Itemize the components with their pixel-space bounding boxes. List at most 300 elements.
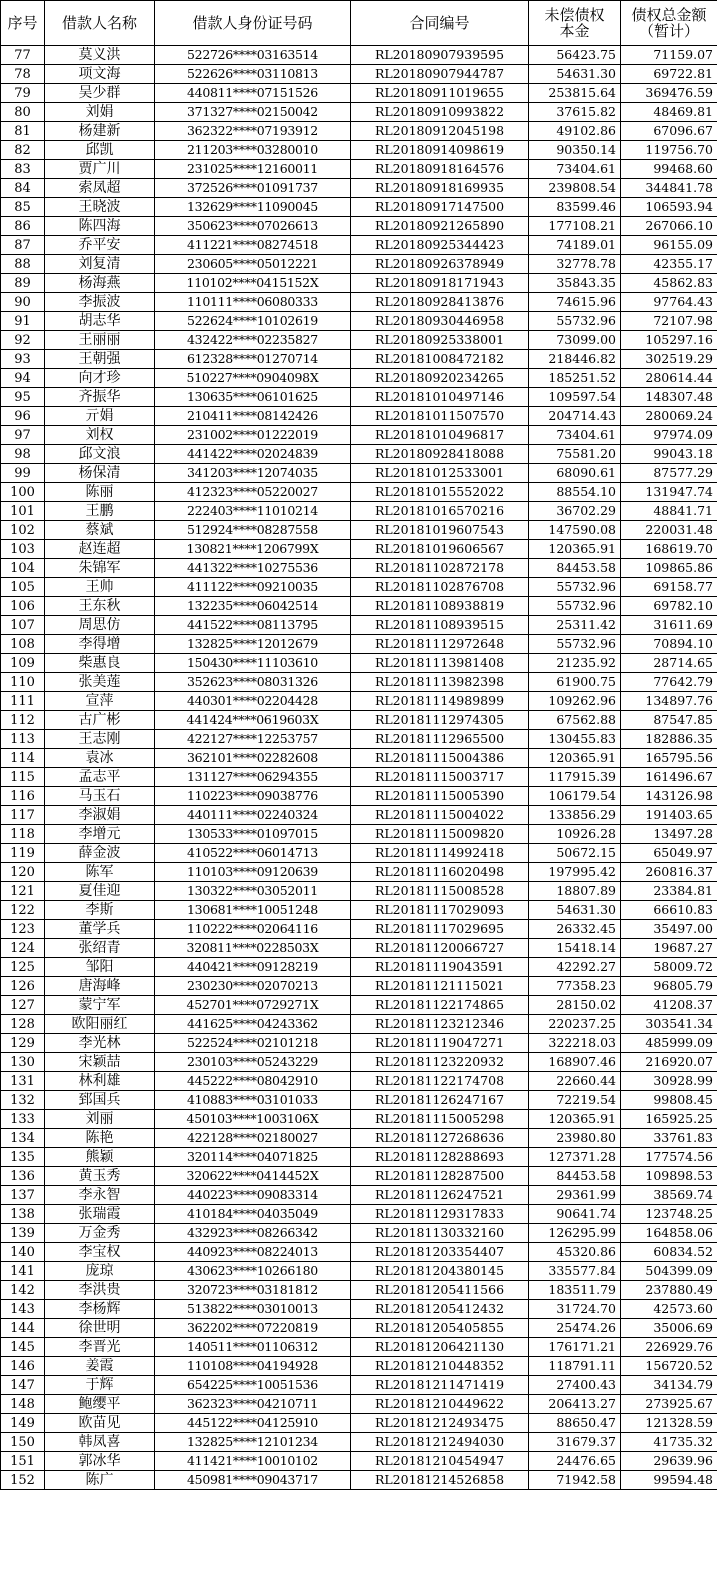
cell-seq: 89 bbox=[1, 274, 45, 293]
cell-total-claim: 42355.17 bbox=[621, 255, 717, 274]
cell-seq: 118 bbox=[1, 825, 45, 844]
table-row bbox=[1, 901, 717, 920]
cell-id-number: 522726****03163514 bbox=[155, 46, 351, 65]
cell-seq: 141 bbox=[1, 1262, 45, 1281]
table-row bbox=[1, 274, 717, 293]
cell-outstanding-principal: 109262.96 bbox=[529, 692, 621, 711]
cell-outstanding-principal: 197995.42 bbox=[529, 863, 621, 882]
cell-seq: 91 bbox=[1, 312, 45, 331]
cell-total-claim: 69722.81 bbox=[621, 65, 717, 84]
cell-outstanding-principal: 22660.44 bbox=[529, 1072, 621, 1091]
cell-outstanding-principal: 55732.96 bbox=[529, 597, 621, 616]
cell-id-number: 150430****11103610 bbox=[155, 654, 351, 673]
cell-total-claim: 123748.25 bbox=[621, 1205, 717, 1224]
cell-id-number: 371327****02150042 bbox=[155, 103, 351, 122]
cell-outstanding-principal: 88650.47 bbox=[529, 1414, 621, 1433]
table-row bbox=[1, 1148, 717, 1167]
cell-contract-number: RL20181008472182 bbox=[351, 350, 529, 369]
cell-seq: 80 bbox=[1, 103, 45, 122]
cell-outstanding-principal: 218446.82 bbox=[529, 350, 621, 369]
table-row bbox=[1, 1110, 717, 1129]
cell-id-number: 512924****08287558 bbox=[155, 521, 351, 540]
cell-outstanding-principal: 176171.21 bbox=[529, 1338, 621, 1357]
cell-seq: 145 bbox=[1, 1338, 45, 1357]
cell-contract-number: RL20181128287500 bbox=[351, 1167, 529, 1186]
cell-total-claim: 35006.69 bbox=[621, 1319, 717, 1338]
cell-seq: 137 bbox=[1, 1186, 45, 1205]
table-row bbox=[1, 103, 717, 122]
cell-contract-number: RL20181204380145 bbox=[351, 1262, 529, 1281]
cell-total-claim: 143126.98 bbox=[621, 787, 717, 806]
cell-total-claim: 77642.79 bbox=[621, 673, 717, 692]
cell-outstanding-principal: 10926.28 bbox=[529, 825, 621, 844]
cell-borrower-name: 熊颖 bbox=[45, 1148, 155, 1167]
cell-contract-number: RL20181010496817 bbox=[351, 426, 529, 445]
table-row bbox=[1, 730, 717, 749]
cell-borrower-name: 乔平安 bbox=[45, 236, 155, 255]
cell-id-number: 320114****04071825 bbox=[155, 1148, 351, 1167]
cell-seq: 103 bbox=[1, 540, 45, 559]
cell-id-number: 110108****04194928 bbox=[155, 1357, 351, 1376]
cell-borrower-name: 古广彬 bbox=[45, 711, 155, 730]
cell-id-number: 110102****0415152X bbox=[155, 274, 351, 293]
cell-borrower-name: 李光林 bbox=[45, 1034, 155, 1053]
cell-outstanding-principal: 120365.91 bbox=[529, 540, 621, 559]
cell-seq: 83 bbox=[1, 160, 45, 179]
cell-total-claim: 504399.09 bbox=[621, 1262, 717, 1281]
cell-total-claim: 156720.52 bbox=[621, 1357, 717, 1376]
cell-seq: 98 bbox=[1, 445, 45, 464]
table-row bbox=[1, 996, 717, 1015]
cell-seq: 106 bbox=[1, 597, 45, 616]
cell-outstanding-principal: 88554.10 bbox=[529, 483, 621, 502]
cell-id-number: 230605****05012221 bbox=[155, 255, 351, 274]
cell-borrower-name: 王帅 bbox=[45, 578, 155, 597]
cell-borrower-name: 朱锦军 bbox=[45, 559, 155, 578]
cell-contract-number: RL20180930446958 bbox=[351, 312, 529, 331]
cell-contract-number: RL20181016570216 bbox=[351, 502, 529, 521]
cell-total-claim: 280069.24 bbox=[621, 407, 717, 426]
cell-id-number: 320723****03181812 bbox=[155, 1281, 351, 1300]
cell-id-number: 110222****02064116 bbox=[155, 920, 351, 939]
cell-total-claim: 71159.07 bbox=[621, 46, 717, 65]
table-row bbox=[1, 1376, 717, 1395]
cell-total-claim: 35497.00 bbox=[621, 920, 717, 939]
cell-total-claim: 191403.65 bbox=[621, 806, 717, 825]
cell-outstanding-principal: 220237.25 bbox=[529, 1015, 621, 1034]
cell-seq: 92 bbox=[1, 331, 45, 350]
table-row bbox=[1, 939, 717, 958]
cell-contract-number: RL20180907939595 bbox=[351, 46, 529, 65]
cell-contract-number: RL20180918169935 bbox=[351, 179, 529, 198]
cell-borrower-name: 董学兵 bbox=[45, 920, 155, 939]
cell-seq: 110 bbox=[1, 673, 45, 692]
cell-total-claim: 344841.78 bbox=[621, 179, 717, 198]
cell-id-number: 130821****1206799X bbox=[155, 540, 351, 559]
cell-borrower-name: 向才珍 bbox=[45, 369, 155, 388]
cell-id-number: 352623****08031326 bbox=[155, 673, 351, 692]
cell-total-claim: 303541.34 bbox=[621, 1015, 717, 1034]
table-row bbox=[1, 597, 717, 616]
table-row bbox=[1, 217, 717, 236]
cell-borrower-name: 袁冰 bbox=[45, 749, 155, 768]
cell-borrower-name: 李得增 bbox=[45, 635, 155, 654]
cell-seq: 119 bbox=[1, 844, 45, 863]
cell-contract-number: RL20180926378949 bbox=[351, 255, 529, 274]
table-row bbox=[1, 559, 717, 578]
cell-total-claim: 134897.76 bbox=[621, 692, 717, 711]
cell-seq: 133 bbox=[1, 1110, 45, 1129]
cell-id-number: 430623****10266180 bbox=[155, 1262, 351, 1281]
cell-id-number: 612328****01270714 bbox=[155, 350, 351, 369]
table-row bbox=[1, 1072, 717, 1091]
cell-contract-number: RL20181119047271 bbox=[351, 1034, 529, 1053]
cell-contract-number: RL20181011507570 bbox=[351, 407, 529, 426]
table-row bbox=[1, 1205, 717, 1224]
cell-borrower-name: 李宝权 bbox=[45, 1243, 155, 1262]
cell-borrower-name: 李增元 bbox=[45, 825, 155, 844]
col-header-contract-number: 合同编号 bbox=[351, 1, 529, 46]
cell-id-number: 440111****02240324 bbox=[155, 806, 351, 825]
cell-id-number: 513822****03010013 bbox=[155, 1300, 351, 1319]
cell-contract-number: RL20180914098619 bbox=[351, 141, 529, 160]
cell-outstanding-principal: 177108.21 bbox=[529, 217, 621, 236]
cell-borrower-name: 唐海峰 bbox=[45, 977, 155, 996]
cell-contract-number: RL20181214526858 bbox=[351, 1471, 529, 1490]
cell-id-number: 231002****01222019 bbox=[155, 426, 351, 445]
cell-seq: 144 bbox=[1, 1319, 45, 1338]
cell-contract-number: RL20181102872178 bbox=[351, 559, 529, 578]
cell-borrower-name: 吴少群 bbox=[45, 84, 155, 103]
cell-total-claim: 216920.07 bbox=[621, 1053, 717, 1072]
cell-outstanding-principal: 109597.54 bbox=[529, 388, 621, 407]
cell-outstanding-principal: 27400.43 bbox=[529, 1376, 621, 1395]
cell-outstanding-principal: 15418.14 bbox=[529, 939, 621, 958]
cell-id-number: 440421****09128219 bbox=[155, 958, 351, 977]
cell-outstanding-principal: 127371.28 bbox=[529, 1148, 621, 1167]
cell-outstanding-principal: 72219.54 bbox=[529, 1091, 621, 1110]
cell-outstanding-principal: 147590.08 bbox=[529, 521, 621, 540]
cell-outstanding-principal: 29361.99 bbox=[529, 1186, 621, 1205]
table-row bbox=[1, 369, 717, 388]
cell-borrower-name: 王东秋 bbox=[45, 597, 155, 616]
cell-total-claim: 267066.10 bbox=[621, 217, 717, 236]
cell-borrower-name: 亓娟 bbox=[45, 407, 155, 426]
table-row bbox=[1, 977, 717, 996]
cell-contract-number: RL20181019606567 bbox=[351, 540, 529, 559]
table-row bbox=[1, 407, 717, 426]
cell-total-claim: 99808.45 bbox=[621, 1091, 717, 1110]
cell-total-claim: 226929.76 bbox=[621, 1338, 717, 1357]
table-row bbox=[1, 502, 717, 521]
cell-borrower-name: 黄玉秀 bbox=[45, 1167, 155, 1186]
cell-borrower-name: 邹阳 bbox=[45, 958, 155, 977]
cell-total-claim: 42573.60 bbox=[621, 1300, 717, 1319]
table-row bbox=[1, 1300, 717, 1319]
cell-outstanding-principal: 183511.79 bbox=[529, 1281, 621, 1300]
cell-borrower-name: 韩凤喜 bbox=[45, 1433, 155, 1452]
cell-outstanding-principal: 322218.03 bbox=[529, 1034, 621, 1053]
cell-outstanding-principal: 185251.52 bbox=[529, 369, 621, 388]
cell-id-number: 411221****08274518 bbox=[155, 236, 351, 255]
cell-total-claim: 177574.56 bbox=[621, 1148, 717, 1167]
cell-outstanding-principal: 73404.61 bbox=[529, 426, 621, 445]
cell-borrower-name: 蒙宁军 bbox=[45, 996, 155, 1015]
table-row bbox=[1, 464, 717, 483]
cell-borrower-name: 胡志华 bbox=[45, 312, 155, 331]
cell-contract-number: RL20181119043591 bbox=[351, 958, 529, 977]
cell-outstanding-principal: 55732.96 bbox=[529, 578, 621, 597]
table-row bbox=[1, 787, 717, 806]
cell-total-claim: 164858.06 bbox=[621, 1224, 717, 1243]
table-row bbox=[1, 1186, 717, 1205]
cell-contract-number: RL20181113981408 bbox=[351, 654, 529, 673]
table-row bbox=[1, 1395, 717, 1414]
cell-id-number: 441522****08113795 bbox=[155, 616, 351, 635]
cell-contract-number: RL20181102876708 bbox=[351, 578, 529, 597]
table-row bbox=[1, 331, 717, 350]
cell-seq: 81 bbox=[1, 122, 45, 141]
cell-total-claim: 273925.67 bbox=[621, 1395, 717, 1414]
cell-borrower-name: 莫义洪 bbox=[45, 46, 155, 65]
cell-outstanding-principal: 117915.39 bbox=[529, 768, 621, 787]
cell-id-number: 222403****11010214 bbox=[155, 502, 351, 521]
cell-outstanding-principal: 21235.92 bbox=[529, 654, 621, 673]
cell-seq: 132 bbox=[1, 1091, 45, 1110]
cell-contract-number: RL20181113982398 bbox=[351, 673, 529, 692]
cell-outstanding-principal: 68090.61 bbox=[529, 464, 621, 483]
cell-total-claim: 97764.43 bbox=[621, 293, 717, 312]
cell-total-claim: 87547.85 bbox=[621, 711, 717, 730]
table-header bbox=[1, 1, 717, 46]
cell-contract-number: RL20181112972648 bbox=[351, 635, 529, 654]
cell-outstanding-principal: 23980.80 bbox=[529, 1129, 621, 1148]
cell-total-claim: 58009.72 bbox=[621, 958, 717, 977]
cell-contract-number: RL20181122174865 bbox=[351, 996, 529, 1015]
cell-contract-number: RL20180917147500 bbox=[351, 198, 529, 217]
cell-seq: 114 bbox=[1, 749, 45, 768]
cell-seq: 147 bbox=[1, 1376, 45, 1395]
cell-seq: 123 bbox=[1, 920, 45, 939]
cell-borrower-name: 姜霞 bbox=[45, 1357, 155, 1376]
cell-id-number: 422127****12253757 bbox=[155, 730, 351, 749]
cell-id-number: 132825****12012679 bbox=[155, 635, 351, 654]
cell-outstanding-principal: 67562.88 bbox=[529, 711, 621, 730]
table-row bbox=[1, 920, 717, 939]
cell-outstanding-principal: 106179.54 bbox=[529, 787, 621, 806]
table-row bbox=[1, 236, 717, 255]
cell-contract-number: RL20181126247521 bbox=[351, 1186, 529, 1205]
cell-outstanding-principal: 26332.45 bbox=[529, 920, 621, 939]
cell-total-claim: 485999.09 bbox=[621, 1034, 717, 1053]
cell-outstanding-principal: 37615.82 bbox=[529, 103, 621, 122]
cell-outstanding-principal: 73099.00 bbox=[529, 331, 621, 350]
cell-outstanding-principal: 31679.37 bbox=[529, 1433, 621, 1452]
cell-contract-number: RL20181203354407 bbox=[351, 1243, 529, 1262]
cell-seq: 124 bbox=[1, 939, 45, 958]
cell-contract-number: RL20180918164576 bbox=[351, 160, 529, 179]
cell-seq: 135 bbox=[1, 1148, 45, 1167]
cell-borrower-name: 宋颖喆 bbox=[45, 1053, 155, 1072]
cell-contract-number: RL20181126247167 bbox=[351, 1091, 529, 1110]
cell-id-number: 654225****10051536 bbox=[155, 1376, 351, 1395]
table-row bbox=[1, 1357, 717, 1376]
cell-outstanding-principal: 84453.58 bbox=[529, 1167, 621, 1186]
cell-seq: 136 bbox=[1, 1167, 45, 1186]
cell-seq: 146 bbox=[1, 1357, 45, 1376]
cell-borrower-name: 周思仿 bbox=[45, 616, 155, 635]
cell-id-number: 362323****04210711 bbox=[155, 1395, 351, 1414]
cell-seq: 120 bbox=[1, 863, 45, 882]
cell-borrower-name: 欧阳丽红 bbox=[45, 1015, 155, 1034]
cell-seq: 96 bbox=[1, 407, 45, 426]
cell-id-number: 132825****12101234 bbox=[155, 1433, 351, 1452]
cell-borrower-name: 孟志平 bbox=[45, 768, 155, 787]
cell-id-number: 440811****07151526 bbox=[155, 84, 351, 103]
cell-id-number: 320622****0414452X bbox=[155, 1167, 351, 1186]
cell-seq: 97 bbox=[1, 426, 45, 445]
cell-outstanding-principal: 90641.74 bbox=[529, 1205, 621, 1224]
cell-total-claim: 220031.48 bbox=[621, 521, 717, 540]
cell-borrower-name: 陈艳 bbox=[45, 1129, 155, 1148]
cell-contract-number: RL20181212494030 bbox=[351, 1433, 529, 1452]
cell-total-claim: 31611.69 bbox=[621, 616, 717, 635]
cell-outstanding-principal: 32778.78 bbox=[529, 255, 621, 274]
table-row bbox=[1, 293, 717, 312]
cell-seq: 78 bbox=[1, 65, 45, 84]
cell-id-number: 230103****05243229 bbox=[155, 1053, 351, 1072]
cell-borrower-name: 欧苗见 bbox=[45, 1414, 155, 1433]
table-row bbox=[1, 1167, 717, 1186]
cell-id-number: 110111****06080333 bbox=[155, 293, 351, 312]
cell-seq: 127 bbox=[1, 996, 45, 1015]
cell-seq: 84 bbox=[1, 179, 45, 198]
cell-borrower-name: 贾广川 bbox=[45, 160, 155, 179]
cell-total-claim: 67096.67 bbox=[621, 122, 717, 141]
cell-total-claim: 119756.70 bbox=[621, 141, 717, 160]
cell-seq: 85 bbox=[1, 198, 45, 217]
cell-id-number: 410522****06014713 bbox=[155, 844, 351, 863]
cell-seq: 111 bbox=[1, 692, 45, 711]
cell-borrower-name: 邱文浪 bbox=[45, 445, 155, 464]
cell-borrower-name: 赵连超 bbox=[45, 540, 155, 559]
cell-id-number: 510227****0904098X bbox=[155, 369, 351, 388]
cell-id-number: 410883****03101033 bbox=[155, 1091, 351, 1110]
cell-total-claim: 96805.79 bbox=[621, 977, 717, 996]
cell-borrower-name: 王晓波 bbox=[45, 198, 155, 217]
cell-contract-number: RL20180925344423 bbox=[351, 236, 529, 255]
cell-seq: 148 bbox=[1, 1395, 45, 1414]
cell-total-claim: 168619.70 bbox=[621, 540, 717, 559]
cell-contract-number: RL20181015552022 bbox=[351, 483, 529, 502]
cell-borrower-name: 于辉 bbox=[45, 1376, 155, 1395]
cell-borrower-name: 夏佳迎 bbox=[45, 882, 155, 901]
cell-contract-number: RL20180928413876 bbox=[351, 293, 529, 312]
cell-seq: 82 bbox=[1, 141, 45, 160]
cell-borrower-name: 杨保清 bbox=[45, 464, 155, 483]
table-row bbox=[1, 825, 717, 844]
cell-contract-number: RL20181211471419 bbox=[351, 1376, 529, 1395]
cell-total-claim: 23384.81 bbox=[621, 882, 717, 901]
cell-id-number: 412323****05220027 bbox=[155, 483, 351, 502]
cell-seq: 90 bbox=[1, 293, 45, 312]
cell-total-claim: 69158.77 bbox=[621, 578, 717, 597]
cell-contract-number: RL20181120066727 bbox=[351, 939, 529, 958]
cell-seq: 99 bbox=[1, 464, 45, 483]
cell-outstanding-principal: 335577.84 bbox=[529, 1262, 621, 1281]
cell-id-number: 130681****10051248 bbox=[155, 901, 351, 920]
cell-seq: 101 bbox=[1, 502, 45, 521]
table-row bbox=[1, 198, 717, 217]
cell-borrower-name: 蔡斌 bbox=[45, 521, 155, 540]
cell-outstanding-principal: 204714.43 bbox=[529, 407, 621, 426]
cell-contract-number: RL20181115004386 bbox=[351, 749, 529, 768]
cell-outstanding-principal: 239808.54 bbox=[529, 179, 621, 198]
table-row bbox=[1, 179, 717, 198]
cell-total-claim: 13497.28 bbox=[621, 825, 717, 844]
cell-total-claim: 87577.29 bbox=[621, 464, 717, 483]
cell-seq: 125 bbox=[1, 958, 45, 977]
cell-id-number: 341203****12074035 bbox=[155, 464, 351, 483]
table-row bbox=[1, 958, 717, 977]
table-row bbox=[1, 768, 717, 787]
cell-id-number: 362202****07220819 bbox=[155, 1319, 351, 1338]
cell-id-number: 441322****10275536 bbox=[155, 559, 351, 578]
cell-total-claim: 109898.53 bbox=[621, 1167, 717, 1186]
table-row bbox=[1, 426, 717, 445]
cell-borrower-name: 王朝强 bbox=[45, 350, 155, 369]
cell-seq: 77 bbox=[1, 46, 45, 65]
cell-seq: 109 bbox=[1, 654, 45, 673]
cell-id-number: 230230****02070213 bbox=[155, 977, 351, 996]
cell-id-number: 350623****07026613 bbox=[155, 217, 351, 236]
cell-borrower-name: 李永智 bbox=[45, 1186, 155, 1205]
col-header-total-claim-line2: （暂计） bbox=[638, 22, 699, 40]
table-row bbox=[1, 84, 717, 103]
cell-contract-number: RL20181115005390 bbox=[351, 787, 529, 806]
cell-seq: 122 bbox=[1, 901, 45, 920]
cell-contract-number: RL20181205405855 bbox=[351, 1319, 529, 1338]
cell-total-claim: 70894.10 bbox=[621, 635, 717, 654]
cell-seq: 93 bbox=[1, 350, 45, 369]
cell-contract-number: RL20180920234265 bbox=[351, 369, 529, 388]
table-row bbox=[1, 844, 717, 863]
cell-contract-number: RL20181108939515 bbox=[351, 616, 529, 635]
cell-contract-number: RL20181130332160 bbox=[351, 1224, 529, 1243]
cell-seq: 116 bbox=[1, 787, 45, 806]
table-row bbox=[1, 1129, 717, 1148]
cell-borrower-name: 李斯 bbox=[45, 901, 155, 920]
table-row bbox=[1, 1452, 717, 1471]
cell-seq: 128 bbox=[1, 1015, 45, 1034]
cell-contract-number: RL20180925338001 bbox=[351, 331, 529, 350]
table-row bbox=[1, 141, 717, 160]
table-row bbox=[1, 1433, 717, 1452]
cell-id-number: 110223****09038776 bbox=[155, 787, 351, 806]
cell-outstanding-principal: 133856.29 bbox=[529, 806, 621, 825]
table-row bbox=[1, 46, 717, 65]
cell-contract-number: RL20180921265890 bbox=[351, 217, 529, 236]
cell-contract-number: RL20181123220932 bbox=[351, 1053, 529, 1072]
table-row bbox=[1, 1053, 717, 1072]
table-row bbox=[1, 1015, 717, 1034]
cell-outstanding-principal: 74189.01 bbox=[529, 236, 621, 255]
cell-outstanding-principal: 18807.89 bbox=[529, 882, 621, 901]
cell-borrower-name: 徐世明 bbox=[45, 1319, 155, 1338]
cell-borrower-name: 刘权 bbox=[45, 426, 155, 445]
cell-contract-number: RL20181212493475 bbox=[351, 1414, 529, 1433]
cell-contract-number: RL20181108938819 bbox=[351, 597, 529, 616]
